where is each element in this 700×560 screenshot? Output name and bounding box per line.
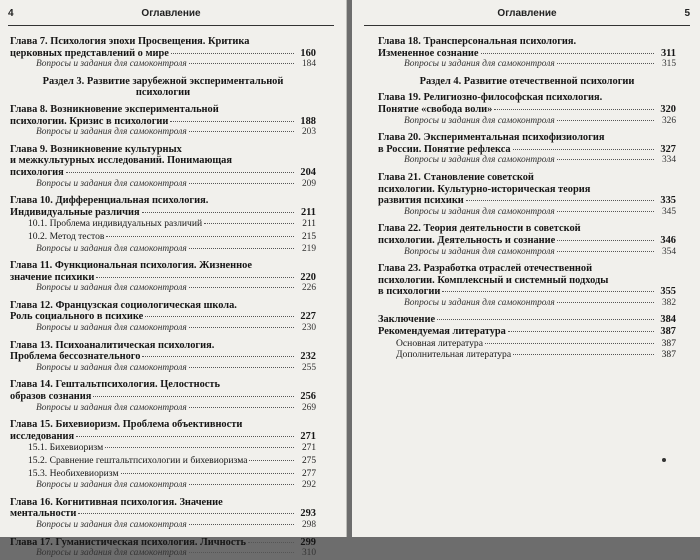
chapter-entry: [378, 36, 676, 59]
entry-title: Глава 9. Возникновение культурных: [10, 143, 182, 155]
entry-page-number: 326: [661, 115, 676, 126]
right-page: [352, 0, 700, 537]
dot-leader: [494, 109, 654, 110]
entry-title: 10.1. Проблема индивидуальных различий: [28, 218, 203, 230]
chapter-entry: [10, 144, 316, 179]
toc-line: [10, 127, 316, 139]
subsection-entry: [10, 231, 316, 244]
toc-line: [10, 300, 316, 312]
page-number: 5: [684, 8, 690, 19]
entry-title: психологии. Кризис в психологии: [10, 115, 169, 127]
entry-title: ментальности: [10, 508, 77, 520]
entry-title: психологии. Культурно-историческая теория: [378, 183, 591, 195]
dot-leader: [142, 356, 294, 357]
self-check-entry: [10, 244, 316, 256]
dot-leader: [76, 436, 294, 437]
chapter-entry: [378, 132, 676, 155]
entry-page-number: 232: [300, 351, 316, 363]
dot-leader: [189, 63, 294, 64]
entry-title: развития психики: [378, 195, 464, 207]
entry-title: Рекомендуемая литература: [378, 326, 506, 338]
toc-line: [378, 144, 676, 156]
toc-line: [378, 172, 676, 184]
toc-line: [378, 314, 676, 326]
entry-page-number: 188: [300, 115, 316, 127]
self-check-entry: [378, 59, 676, 71]
entry-title: Вопросы и задания для самоконтроля: [404, 297, 555, 308]
entry-title: Раздел 3. Развитие зарубежной экспериментальной: [42, 75, 284, 87]
entry-title: и межкультурных исследований. Понимающая: [10, 155, 232, 167]
entry-page-number: 311: [660, 47, 676, 59]
toc-line: [10, 311, 316, 323]
toc-line: [10, 351, 316, 363]
dot-leader: [189, 524, 294, 525]
entry-title: Глава 16. Когнитивная психология. Значение: [10, 496, 223, 508]
entry-page-number: 354: [661, 246, 676, 257]
toc-line: [10, 179, 316, 191]
toc-line: [10, 167, 316, 179]
toc-line: [378, 275, 676, 287]
entry-title: Глава 21. Становление советской: [378, 171, 534, 183]
toc-line: [378, 116, 676, 128]
toc-line: [378, 326, 676, 338]
header-title: Оглавление: [497, 8, 557, 19]
entry-title: Вопросы и задания для самоконтроля: [36, 178, 187, 189]
chapter-entry: [378, 92, 676, 115]
toc-list: [378, 31, 676, 361]
entry-title: Вопросы и задания для самоконтроля: [36, 323, 187, 334]
entry-page-number: 160: [300, 47, 316, 59]
toc-line: [378, 207, 676, 219]
dot-leader: [485, 343, 654, 344]
toc-line: [10, 520, 316, 532]
chapter-entry: [10, 497, 316, 520]
toc-line: [10, 403, 316, 415]
toc-line: [10, 87, 316, 99]
self-check-entry: [10, 283, 316, 295]
toc-line: [10, 323, 316, 335]
dot-leader: [121, 473, 294, 474]
entry-page-number: 209: [301, 178, 316, 189]
subsection-entry: [10, 455, 316, 468]
chapter-entry: [378, 314, 676, 326]
chapter-entry: [10, 260, 316, 283]
entry-title: Вопросы и задания для самоконтроля: [36, 243, 187, 254]
toc-line: [10, 260, 316, 272]
chapter-entry: [10, 195, 316, 218]
dot-leader: [557, 240, 654, 241]
entry-page-number: 346: [660, 234, 676, 246]
entry-title: образов сознания: [10, 391, 92, 403]
toc-line: [10, 231, 316, 244]
dot-leader: [189, 484, 294, 485]
dot-leader: [557, 63, 654, 64]
chapter-entry: [10, 340, 316, 363]
header-title: Оглавление: [141, 8, 201, 19]
toc-line: [10, 244, 316, 256]
entry-title: Вопросы и задания для самоконтроля: [404, 246, 555, 257]
self-check-entry: [10, 520, 316, 532]
dot-leader: [189, 327, 294, 328]
entry-title: Роль социального в психике: [10, 311, 144, 323]
toc-line: [378, 263, 676, 275]
entry-title: Глава 13. Психоаналитическая психология.: [10, 339, 215, 351]
entry-title: Глава 11. Функциональная психология. Жизненное: [10, 260, 252, 272]
toc-line: [10, 480, 316, 492]
toc-line: [10, 363, 316, 375]
running-header: [364, 8, 690, 22]
entry-page-number: 335: [660, 195, 676, 207]
toc-line: [378, 92, 676, 104]
entry-title: Заключение: [378, 314, 436, 326]
entry-title: Вопросы и задания для самоконтроля: [36, 283, 187, 294]
entry-page-number: 271: [300, 430, 316, 442]
toc-line: [378, 36, 676, 48]
self-check-entry: [378, 207, 676, 219]
entry-title: Измененное сознание: [378, 47, 479, 59]
entry-page-number: 298: [301, 519, 316, 530]
entry-title: 15.2. Сравнение гештальтпсихологии и бихевиоризма: [28, 455, 248, 466]
entry-title: Раздел 4. Развитие отечественной психологии: [419, 75, 635, 87]
entry-title: Глава 20. Экспериментальная психофизиология: [378, 132, 605, 144]
self-check-entry: [10, 59, 316, 71]
entry-title: психология: [10, 166, 64, 178]
page-number: 4: [8, 8, 14, 19]
self-check-entry: [10, 548, 316, 560]
entry-title: Глава 17. Гуманистическая психология. Личность: [10, 536, 247, 548]
entry-title: Глава 18. Трансперсональная психология.: [378, 36, 577, 47]
entry-title: Вопросы и задания для самоконтроля: [36, 362, 187, 373]
toc-line: [10, 144, 316, 156]
chapter-entry: [378, 223, 676, 246]
chapter-entry: [10, 36, 316, 59]
literature-entry: [378, 349, 676, 361]
toc-line: [378, 132, 676, 144]
toc-line: [378, 184, 676, 196]
dot-leader: [481, 53, 654, 54]
dot-leader: [170, 121, 294, 122]
toc-list: [10, 31, 316, 560]
entry-title: исследования: [10, 430, 75, 442]
dot-leader: [78, 513, 294, 514]
toc-line: [10, 104, 316, 116]
entry-title: Вопросы и задания для самоконтроля: [404, 155, 555, 166]
dot-leader: [145, 316, 294, 317]
self-check-entry: [10, 179, 316, 191]
toc-line: [10, 272, 316, 284]
dot-leader: [105, 447, 294, 448]
toc-line: [378, 76, 676, 88]
entry-page-number: 310: [301, 548, 316, 559]
dot-leader: [106, 236, 294, 237]
toc-line: [10, 48, 316, 60]
dot-leader: [189, 367, 294, 368]
dot-leader: [513, 149, 654, 150]
chapter-entry: [10, 104, 316, 127]
self-check-entry: [10, 127, 316, 139]
toc-line: [10, 379, 316, 391]
dot-leader: [96, 277, 294, 278]
toc-line: [378, 223, 676, 235]
header-rule: [364, 25, 690, 26]
entry-page-number: 203: [301, 127, 316, 138]
entry-title: Вопросы и задания для самоконтроля: [404, 115, 555, 126]
running-header: [8, 8, 334, 22]
toc-line: [10, 207, 316, 219]
entry-page-number: 334: [661, 155, 676, 166]
entry-title: Глава 14. Гештальтпсихология. Целостность: [10, 379, 221, 391]
toc-line: [378, 286, 676, 298]
toc-line: [10, 419, 316, 431]
entry-title: Дополнительная литература: [396, 349, 512, 361]
entry-title: в России. Понятие рефлекса: [378, 143, 511, 155]
entry-title: Вопросы и задания для самоконтроля: [36, 519, 187, 530]
entry-title: в психологии: [378, 286, 441, 298]
self-check-entry: [10, 363, 316, 375]
toc-line: [10, 497, 316, 509]
dot-leader: [171, 53, 294, 54]
entry-title: Вопросы и задания для самоконтроля: [36, 59, 187, 70]
header-rule: [8, 25, 334, 26]
entry-title: Глава 15. Бихевиоризм. Проблема объективности: [10, 419, 243, 431]
toc-line: [378, 235, 676, 247]
toc-line: [10, 455, 316, 468]
chapter-entry: [10, 300, 316, 323]
entry-page-number: 230: [301, 323, 316, 334]
entry-title: Вопросы и задания для самоконтроля: [404, 206, 555, 217]
entry-page-number: 219: [301, 243, 316, 254]
entry-page-number: 292: [301, 480, 316, 491]
entry-page-number: 275: [301, 456, 316, 466]
entry-page-number: 226: [301, 283, 316, 294]
entry-title: Глава 10. Дифференциальная психология.: [10, 195, 209, 207]
entry-page-number: 271: [301, 443, 316, 454]
toc-line: [378, 338, 676, 350]
section-heading: [378, 76, 676, 88]
entry-page-number: 345: [661, 206, 676, 217]
entry-title: Вопросы и задания для самоконтроля: [36, 548, 187, 559]
toc-line: [10, 36, 316, 48]
dot-leader: [142, 212, 294, 213]
entry-page-number: 355: [660, 286, 676, 298]
entry-page-number: 184: [301, 59, 316, 70]
entry-title: Глава 8. Возникновение экспериментальной: [10, 103, 219, 115]
dot-leader: [508, 331, 654, 332]
dot-leader: [66, 172, 294, 173]
chapter-entry: [378, 172, 676, 207]
entry-page-number: 227: [300, 311, 316, 323]
entry-title: Вопросы и задания для самоконтроля: [36, 402, 187, 413]
ink-dot: [662, 458, 666, 462]
entry-page-number: 384: [660, 314, 676, 326]
toc-line: [10, 340, 316, 352]
entry-page-number: 315: [661, 59, 676, 70]
section-heading: [10, 76, 316, 99]
dot-leader: [204, 223, 294, 224]
entry-page-number: 387: [661, 337, 676, 349]
toc-line: [10, 442, 316, 455]
literature-entry: [378, 338, 676, 350]
entry-title: значение психики: [10, 271, 95, 283]
dot-leader: [189, 183, 294, 184]
chapter-entry: [378, 326, 676, 338]
dot-leader: [557, 159, 654, 160]
toc-line: [10, 508, 316, 520]
toc-line: [10, 431, 316, 443]
dot-leader: [437, 319, 654, 320]
dot-leader: [557, 211, 654, 212]
chapter-entry: [10, 537, 316, 549]
chapter-entry: [10, 419, 316, 442]
toc-line: [10, 548, 316, 560]
entry-title: Глава 12. Французская социологическая школа.: [10, 299, 237, 311]
dot-leader: [249, 460, 294, 461]
dot-leader: [513, 354, 654, 355]
entry-page-number: 382: [661, 297, 676, 308]
self-check-entry: [10, 403, 316, 415]
dot-leader: [189, 248, 294, 249]
chapter-entry: [10, 379, 316, 402]
subsection-entry: [10, 218, 316, 231]
entry-title: Проблема бессознательного: [10, 351, 141, 363]
entry-title: церковных представлений о мире: [10, 47, 169, 59]
entry-title: Основная литература: [396, 337, 483, 349]
dot-leader: [189, 407, 294, 408]
dot-leader: [189, 552, 294, 553]
toc-line: [378, 195, 676, 207]
toc-line: [10, 468, 316, 481]
entry-page-number: 293: [300, 508, 316, 520]
toc-line: [10, 391, 316, 403]
toc-line: [10, 195, 316, 207]
entry-title: 15.3. Необихевиоризм: [28, 467, 119, 479]
entry-page-number: 327: [660, 143, 676, 155]
entry-title: Вопросы и задания для самоконтроля: [404, 59, 555, 70]
self-check-entry: [378, 298, 676, 310]
entry-page-number: 211: [302, 219, 316, 230]
entry-page-number: 211: [300, 206, 316, 218]
entry-title: психологии. Деятельность и сознание: [378, 234, 556, 246]
dot-leader: [189, 287, 294, 288]
entry-page-number: 320: [660, 103, 676, 115]
entry-title: Вопросы и задания для самоконтроля: [36, 480, 187, 491]
dot-leader: [557, 120, 654, 121]
self-check-entry: [378, 116, 676, 128]
dot-leader: [93, 396, 294, 397]
toc-line: [378, 298, 676, 310]
self-check-entry: [378, 155, 676, 167]
dot-leader: [557, 251, 654, 252]
toc-line: [10, 155, 316, 167]
entry-page-number: 387: [661, 349, 676, 361]
dot-leader: [248, 542, 294, 543]
self-check-entry: [10, 323, 316, 335]
dot-leader: [442, 291, 654, 292]
toc-line: [10, 537, 316, 549]
toc-line: [378, 104, 676, 116]
entry-title: Глава 19. Религиозно-философская психология.: [378, 92, 603, 104]
entry-page-number: 269: [301, 402, 316, 413]
entry-title: Понятие «свобода воли»: [378, 103, 493, 115]
toc-line: [10, 116, 316, 128]
toc-line: [378, 59, 676, 71]
self-check-entry: [10, 480, 316, 492]
entry-title: Глава 23. Разработка отраслей отечественной: [378, 263, 593, 275]
chapter-entry: [378, 263, 676, 298]
entry-title: Индивидуальные различия: [10, 206, 140, 218]
entry-title: психологии. Комплексный и системный подходы: [378, 274, 609, 286]
entry-page-number: 277: [301, 468, 316, 479]
entry-title: Глава 7. Психология эпохи Просвещения. Критика: [10, 36, 250, 47]
dot-leader: [466, 200, 654, 201]
entry-page-number: 299: [300, 536, 316, 548]
left-page: [0, 0, 347, 559]
entry-page-number: 256: [300, 391, 316, 403]
entry-title: Вопросы и задания для самоконтроля: [36, 127, 187, 138]
dot-leader: [189, 131, 294, 132]
entry-page-number: 255: [301, 362, 316, 373]
toc-line: [10, 76, 316, 88]
entry-title: 15.1. Бихевиоризм: [28, 442, 104, 454]
entry-title: психологии: [135, 87, 191, 99]
toc-line: [10, 218, 316, 231]
entry-title: 10.2. Метод тестов: [28, 230, 105, 242]
subsection-entry: [10, 468, 316, 481]
dot-leader: [557, 302, 654, 303]
entry-page-number: 387: [660, 326, 676, 338]
subsection-entry: [10, 442, 316, 455]
self-check-entry: [378, 247, 676, 259]
toc-line: [10, 283, 316, 295]
toc-line: [10, 59, 316, 71]
toc-line: [378, 155, 676, 167]
entry-page-number: 215: [301, 231, 316, 242]
toc-line: [378, 48, 676, 60]
entry-page-number: 220: [300, 271, 316, 283]
entry-page-number: 204: [300, 166, 316, 178]
entry-title: Глава 22. Теория деятельности в советской: [378, 223, 581, 235]
toc-line: [378, 247, 676, 259]
toc-line: [378, 349, 676, 361]
